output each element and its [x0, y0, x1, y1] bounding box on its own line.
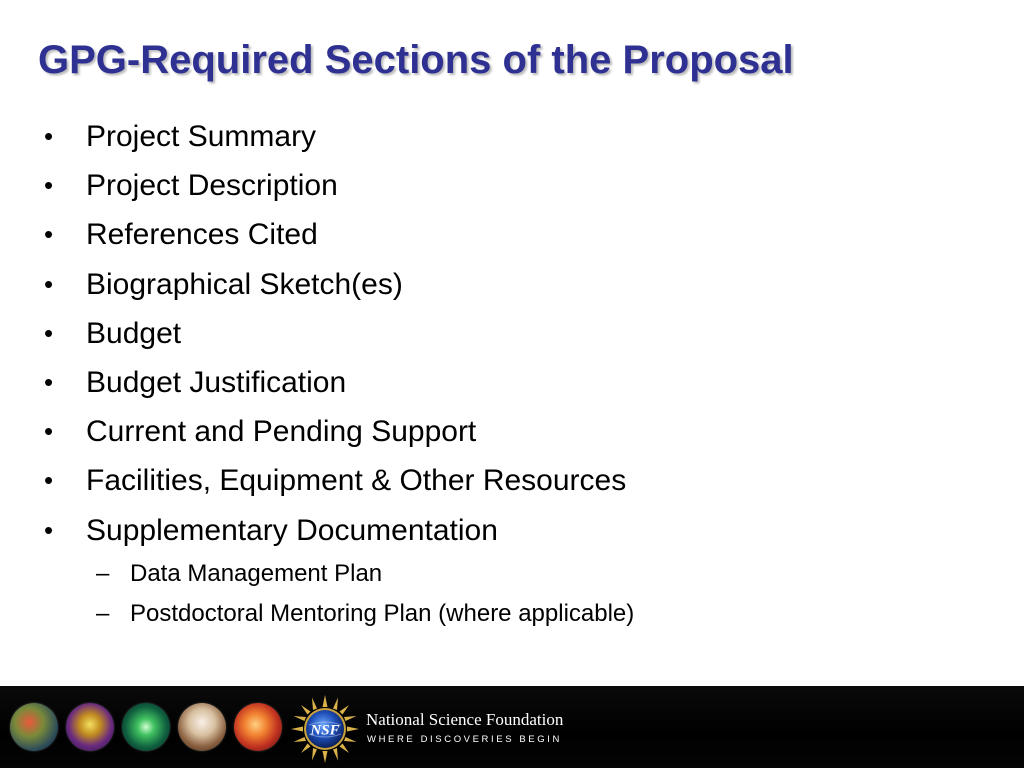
- bullet-text: References Cited: [86, 218, 318, 252]
- lab-photo: [66, 703, 114, 751]
- bullet-marker: •: [44, 465, 54, 496]
- bullet-text: Biographical Sketch(es): [86, 267, 403, 301]
- bullet-marker: •: [44, 170, 54, 201]
- nsf-logo-text: NSF: [310, 722, 340, 739]
- sub-bullet-text: Data Management Plan: [130, 560, 383, 587]
- bullet-marker: •: [44, 268, 54, 299]
- org-name: National Science Foundation: [366, 710, 564, 729]
- footer-banner: [0, 686, 1024, 768]
- sub-bullet-marker: –: [96, 600, 110, 627]
- org-tagline: WHERE DISCOVERIES BEGIN: [367, 734, 562, 745]
- bullet-marker: •: [44, 416, 54, 447]
- bullet-marker: •: [44, 366, 54, 397]
- frog-photo: [10, 703, 58, 751]
- bullet-text: Budget: [86, 316, 182, 350]
- bullet-text: Project Description: [86, 169, 338, 203]
- anatomy-photo: [234, 703, 282, 751]
- bullet-marker: •: [44, 317, 54, 348]
- bullet-marker: •: [44, 121, 54, 151]
- sub-bullet-text: Postdoctoral Mentoring Plan (where applicable): [130, 600, 635, 627]
- green-cell-photo: [122, 703, 170, 751]
- sub-bullet-marker: –: [96, 560, 110, 587]
- bullet-text: Facilities, Equipment & Other Resources: [86, 464, 627, 498]
- bullet-text: Current and Pending Support: [86, 415, 477, 449]
- nsf-logo-icon: [290, 694, 360, 764]
- bullet-marker: •: [44, 219, 54, 250]
- bullet-text: Supplementary Documentation: [86, 513, 498, 547]
- slide-title: GPG-Required Sections of the Proposal: [38, 38, 794, 82]
- bullet-text: Project Summary: [86, 120, 317, 153]
- bullet-marker: •: [44, 514, 54, 545]
- bullet-text: Budget Justification: [86, 365, 347, 399]
- researchers-photo: [178, 703, 226, 751]
